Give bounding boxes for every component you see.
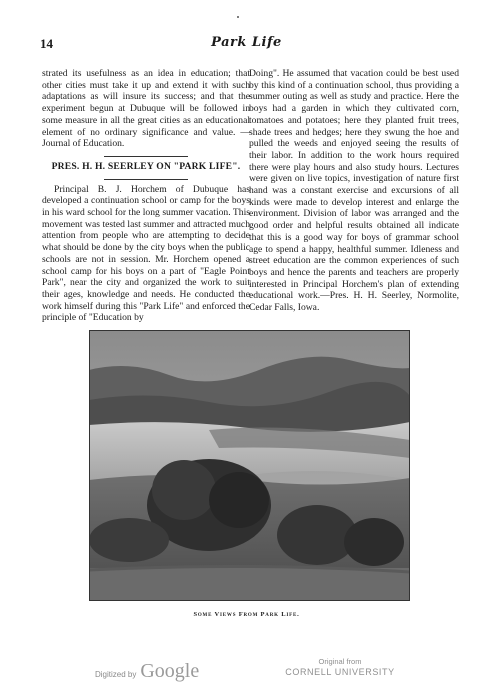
- article-paragraph-continued: Doing". He assumed that vacation could be best used by this kind of a continuation school, thus providing a summer outing as well as study and practice. Here the boys had a garden in which they cultivated corn, tomatoes and potatoes; here they planted fruit trees, shade trees and hedges; here they swung the hoe and pulled the weeds and enjoyed seeing the results of their labor. In addition to the work hours required there were play hours and also study hours. Lectures were given on live topics, investigation of nature first hand was a constant exercise and excursions of all kinds were made to develop interest and enlarge the environment. Division of labor was arranged and the good order and helpful results obtained all indicate that this is a good way for boys of grammar school age to spend a happy, healthful summer. Idleness and street education are the common experiences of such boys and hence the parents and teachers are properly interested in Principal Horchem's plan of extending educational work.—Pres. H. H. Seerley, Normolite, Cedar Falls, Iowa.: [249, 68, 459, 314]
- section-divider: [104, 156, 188, 157]
- original-from-text: Original from: [318, 657, 362, 666]
- article-paragraph: Principal B. J. Horchem of Dubuque has developed a continuation school or camp for the boys in his ward school for the long summer vacation. This movement was tested last summer and attracted much attention from people who are attempting to decide what should be done by the city boys when the public schools are not in session. Mr. Horchem opened a school camp for his boys on a part of "Eagle Point Park", near the city and organized the work to suit their ages, knowledge and needs. He conducted the work himself during this "Park Life" and enforced the principle of "Education by: [42, 183, 250, 324]
- park-landscape-photo: [89, 330, 410, 601]
- page-number: 14: [40, 36, 53, 51]
- digitized-watermark: [95, 660, 199, 683]
- left-column: [42, 68, 250, 324]
- article-heading: PRES. H. H. SEERLEY ON "PARK LIFE".: [51, 160, 241, 172]
- continuation-paragraph: strated its usefulness as an idea in education; that other cities must take it up and extend it with such adaptations as will insure its success; and that the experiment begun at Dubuque will be followed in some measure in all the great cities as an educational element of no ordinary significance and value. —Journal of Education.: [42, 68, 250, 150]
- page-speck: [237, 16, 239, 18]
- google-wordmark: Google: [140, 660, 200, 682]
- figure-caption: Some Views From Park Life.: [193, 611, 300, 618]
- right-column: [249, 68, 459, 314]
- heading-divider: [104, 179, 188, 180]
- source-watermark: [285, 657, 395, 677]
- digitized-by-text: Digitized by: [95, 670, 137, 679]
- institution-name: CORNELL UNIVERSITY: [285, 667, 395, 677]
- running-title: Park Life: [211, 35, 282, 50]
